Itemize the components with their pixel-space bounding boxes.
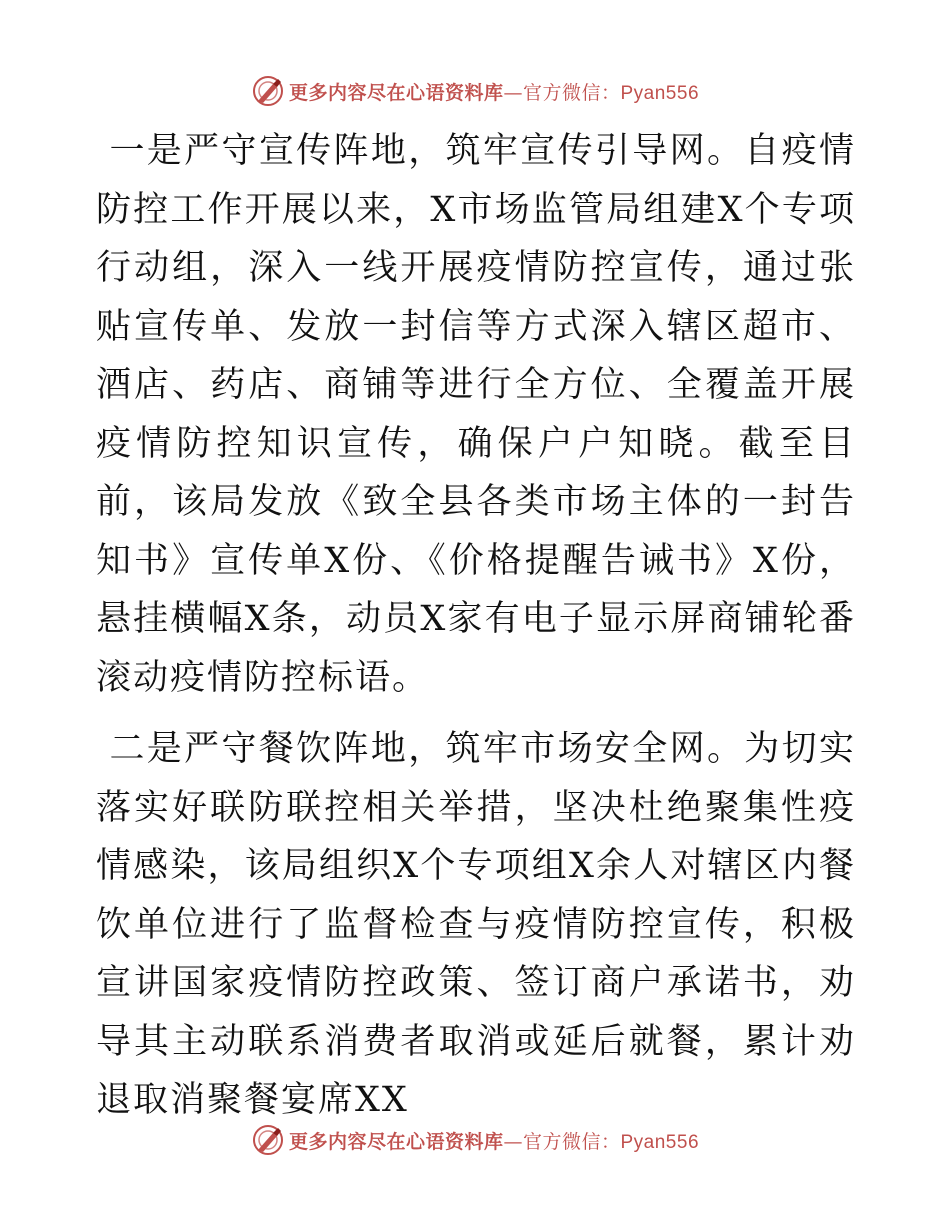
pen-logo-icon [251, 1123, 285, 1157]
watermark-dash: — [503, 81, 523, 104]
watermark-middle: 官方微信： [522, 1130, 621, 1153]
paragraph-1: 一是严守宣传阵地，筑牢宣传引导网。自疫情防控工作开展以来，X市场监管局组建X个专项行动组，深入一线开展疫情防控宣传，通过张贴宣传单、发放一封信等方式深入辖区超市、酒店、药店、商铺等进行全方位、全覆盖开展疫情防控知识宣传，确保户户知晓。截至目前，该局发放《致全县各类市场主体的一封告知书》宣传单X份、《价格提醒告诫书》X份，悬挂横幅X条，动员X家有电子显示屏商铺轮番滚动疫情防控标语。 [96, 131, 856, 698]
watermark-text [289, 78, 699, 105]
footer-watermark [0, 1120, 950, 1160]
watermark-account: Pyan556 [620, 1131, 700, 1153]
pen-logo-icon [251, 74, 285, 108]
watermark-dash: — [503, 1130, 523, 1153]
watermark-text [289, 1127, 699, 1154]
watermark-brand: 更多内容尽在心语资料库 [288, 1130, 504, 1153]
watermark-middle: 官方微信： [522, 81, 621, 104]
watermark-account: Pyan556 [620, 82, 700, 104]
watermark-brand: 更多内容尽在心语资料库 [288, 81, 504, 104]
document-body [96, 122, 856, 1130]
paragraph-2: 二是严守餐饮阵地，筑牢市场安全网。为切实落实好联防联控相关举措，坚决杜绝聚集性疫情感染，该局组织X个专项组X余人对辖区内餐饮单位进行了监督检查与疫情防控宣传，积极宣讲国家疫情防控政策、签订商户承诺书，劝导其主动联系消费者取消或延后就餐，累计劝退取消聚餐宴席XX [96, 729, 856, 1120]
header-watermark [0, 71, 950, 111]
